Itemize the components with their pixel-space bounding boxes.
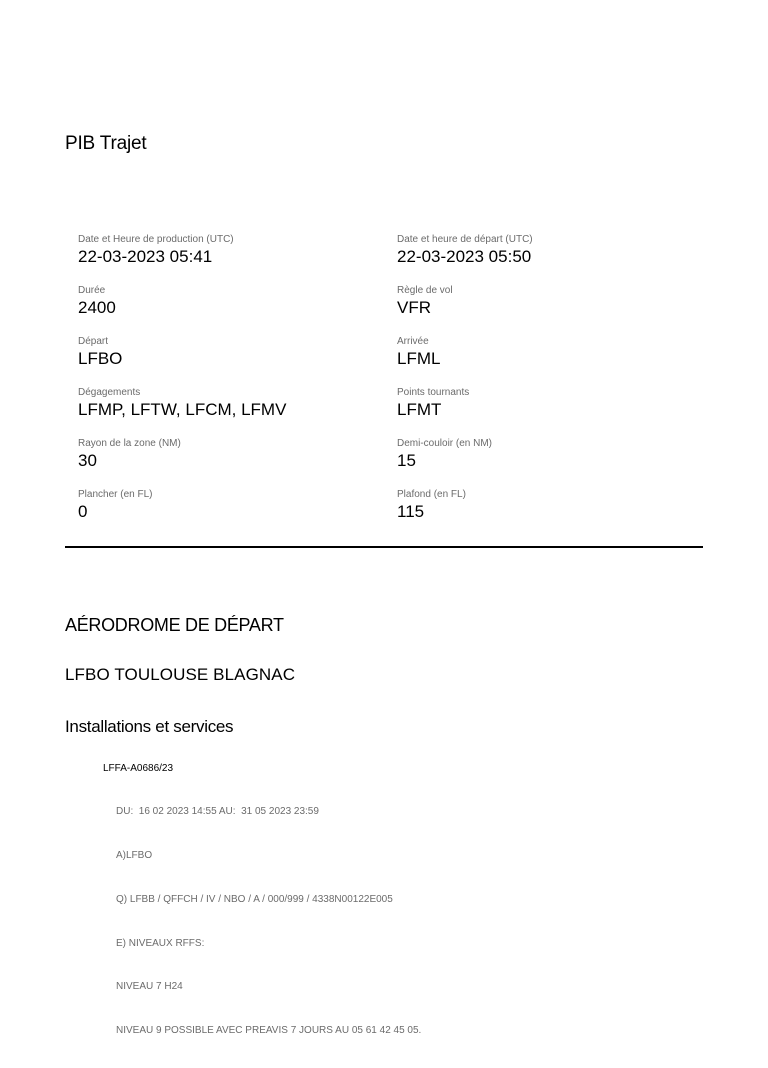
field-departure	[78, 336, 378, 369]
field-label: Demi-couloir (en NM)	[397, 438, 493, 449]
notam-line: E) NIVEAUX RFFS:	[116, 937, 205, 949]
field-floor	[78, 489, 378, 522]
field-value: LFBO	[78, 349, 123, 368]
field-label: Date et Heure de production (UTC)	[78, 234, 234, 245]
field-label: Arrivée	[397, 336, 429, 347]
field-arrival	[397, 336, 697, 369]
field-label: Date et heure de départ (UTC)	[397, 234, 533, 245]
field-production-datetime	[78, 234, 378, 267]
notam-entry	[103, 762, 703, 1068]
field-label: Plafond (en FL)	[397, 489, 466, 500]
field-value: 2400	[78, 298, 116, 317]
aerodrome-name: LFBO TOULOUSE BLAGNAC	[65, 665, 296, 684]
field-value: 22-03-2023 05:50	[397, 247, 532, 266]
notam-line: NIVEAU 7 H24	[116, 981, 183, 993]
notam-id: LFFA-A0686/23	[103, 763, 174, 774]
subsection-title: Installations et services	[65, 717, 234, 736]
field-value: LFMT	[397, 400, 442, 419]
field-departure-datetime	[397, 234, 697, 267]
notam-line: A)LFBO	[116, 849, 153, 861]
field-ceiling	[397, 489, 697, 522]
notam-line: DU: 16 02 2023 14:55 AU: 31 05 2023 23:59	[116, 806, 319, 818]
field-label: Points tournants	[397, 387, 470, 398]
section-divider	[65, 546, 703, 548]
field-label: Rayon de la zone (NM)	[78, 438, 181, 449]
field-turning-points	[397, 387, 697, 420]
field-duration	[78, 285, 378, 318]
field-alternates	[78, 387, 378, 420]
field-value: LFMP, LFTW, LFCM, LFMV	[78, 400, 287, 419]
field-label: Durée	[78, 285, 106, 296]
section-title: AÉRODROME DE DÉPART	[65, 615, 284, 635]
field-zone-radius	[78, 438, 378, 471]
field-value: 30	[78, 451, 97, 470]
field-label: Règle de vol	[397, 285, 453, 296]
field-value: 0	[78, 502, 88, 521]
notam-line: NIVEAU 9 POSSIBLE AVEC PREAVIS 7 JOURS AU 05 61 42 45 05.	[116, 1025, 422, 1037]
notam-body	[116, 776, 703, 1068]
notam-line: Q) LFBB / QFFCH / IV / NBO / A / 000/999 / 4338N00122E005	[116, 893, 393, 905]
field-value: LFML	[397, 349, 441, 368]
field-half-corridor	[397, 438, 697, 471]
field-value: 22-03-2023 05:41	[78, 247, 213, 266]
field-label: Plancher (en FL)	[78, 489, 153, 500]
field-value: VFR	[397, 298, 431, 317]
field-flight-rule	[397, 285, 697, 318]
field-value: 15	[397, 451, 416, 470]
page-title: PIB Trajet	[65, 133, 147, 154]
field-label: Dégagements	[78, 387, 141, 398]
field-label: Départ	[78, 336, 109, 347]
field-value: 115	[397, 502, 425, 521]
